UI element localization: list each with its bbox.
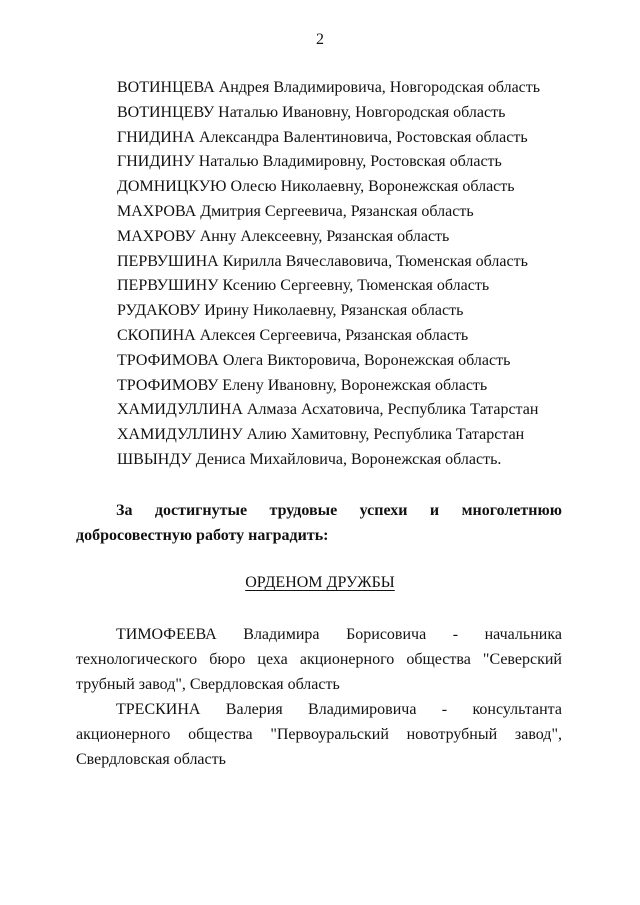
list-item: МАХРОВУ Анну Алексеевну, Рязанская область [117,227,450,245]
recipient-word: консультанта [472,701,562,718]
list-item: ШВЫНДУ Дениса Михайловича, Воронежская область. [117,450,502,468]
list-item: ПЕРВУШИНУ Ксению Сергеевну, Тюменская область [117,277,490,295]
recipient-third-line: Свердловская область [76,751,226,768]
recipient-word: "Первоуральский [270,726,389,743]
recipient-word: Валерия [225,701,283,718]
recipient-word: новотрубный [406,726,498,743]
award-intro-line-2: добросовестную работу наградить: [76,527,329,544]
recipient-word: технологического [76,651,198,668]
award-intro-line-1 [76,498,562,523]
recipient-word: Владимировича [308,701,417,718]
recipient-second-line [76,647,562,672]
recipient-word: начальника [484,626,562,643]
recipient-second-line [76,722,562,747]
award-intro-word: успехи [359,502,408,519]
award-intro-word: и [429,502,440,519]
page-number: 2 [316,31,324,48]
recipient-word: - [441,701,448,718]
order-title: ОРДЕНОМ ДРУЖБЫ [245,574,395,591]
recipient-word: Борисовича [346,626,427,643]
recipient-word: ТРЕСКИНА [116,701,201,718]
recipient-word: - [452,626,459,643]
recipient-word: ТИМОФЕЕВА [116,626,217,643]
list-item: ВОТИНЦЕВА Андрея Владимировича, Новгородская область [117,79,541,96]
recipient-word: Владимира [243,626,320,643]
recipient-word: акционерного [299,651,395,668]
award-intro-paragraph [76,498,562,548]
list-item: ДОМНИЦКУЮ Олесю Николаевну, Воронежская область [117,178,515,196]
recipient-third-line: трубный завод", Свердловская область [76,676,340,693]
recipient-first-line [76,697,562,722]
recipient-word: акционерного [76,726,171,743]
list-item: ТРОФИМОВУ Елену Ивановну, Воронежская область [117,376,488,394]
recipient-word: общества [406,651,471,668]
list-item: ГНИДИНУ Наталью Владимировну, Ростовская область [117,153,502,171]
awardee-name-list [117,76,540,473]
list-item: СКОПИНА Алексея Сергеевича, Рязанская область [117,326,469,344]
award-intro-word: многолетнюю [461,502,562,519]
recipient-first-line [76,622,562,647]
recipient-word: общества [188,726,253,743]
recipient-entry [76,622,562,697]
recipient-word: цеха [257,651,288,668]
recipient-word: завод", [514,726,562,743]
list-item: ВОТИНЦЕВУ Наталью Ивановну, Новгородская область [117,103,506,121]
recipient-word: "Северский [482,651,562,668]
recipient-word: бюро [209,651,246,668]
list-item: МАХРОВА Дмитрия Сергеевича, Рязанская область [117,202,474,220]
list-item: ГНИДИНА Александра Валентиновича, Ростовская область [117,128,528,146]
list-item: ХАМИДУЛЛИНУ Алию Хамитовну, Республика Татарстан [117,426,525,444]
award-intro-word: достигнутые [154,502,248,519]
list-item: ПЕРВУШИНА Кирилла Вячеславовича, Тюменская область [117,252,528,270]
list-item: ТРОФИМОВА Олега Викторовича, Воронежская область [117,351,511,369]
award-intro-word: трудовые [269,502,338,519]
recipient-entry [76,697,562,772]
list-item: РУДАКОВУ Ирину Николаевну, Рязанская область [117,302,464,320]
award-intro-word: За [116,502,133,519]
list-item: ХАМИДУЛЛИНА Алмаза Асхатовича, Республика Татарстан [117,401,539,419]
